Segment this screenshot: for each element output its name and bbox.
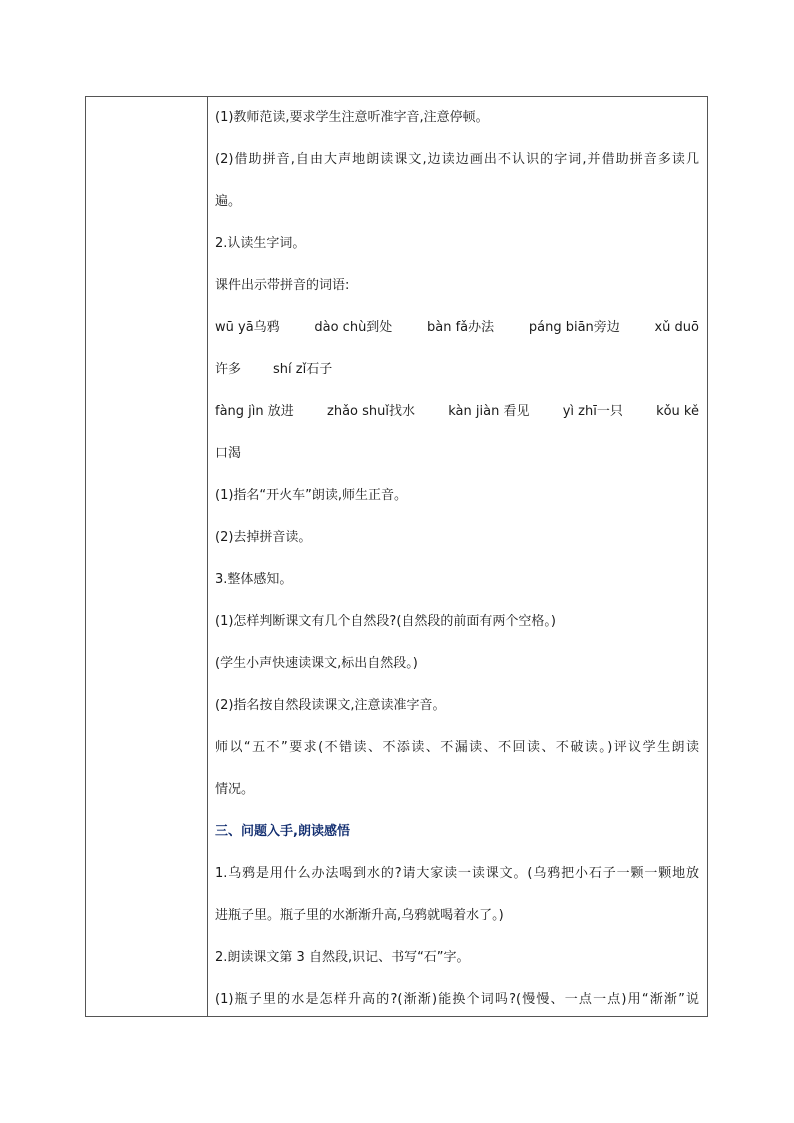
lesson-content-cell (215, 97, 699, 1016)
pinyin-row (215, 360, 699, 380)
pinyin-word: xǔ duō (654, 320, 699, 335)
text-line: 口渴 (215, 446, 242, 461)
text-line: 课件出示带拼音的词语: (215, 278, 350, 293)
section-heading: 三、问题入手,朗读感悟 (215, 824, 350, 839)
pinyin-word: yì zhī一只 (562, 404, 623, 419)
pinyin-row (215, 318, 699, 338)
text-line: 2.认读生字词。 (215, 236, 306, 251)
text-line: (2)指名按自然段读课文,注意读准字音。 (215, 698, 446, 713)
text-line: 进瓶子里。瓶子里的水渐渐升高,乌鸦就喝着水了。) (215, 908, 504, 923)
text-line: (2)去掉拼音读。 (215, 530, 312, 545)
text-line: (2)借助拼音,自由大声地朗读课文,边读边画出不认识的字词,并借助拼音多读几 (215, 152, 699, 167)
pinyin-word: 许多 (215, 362, 242, 377)
text-line: (1)指名“开火车”朗读,师生正音。 (215, 488, 408, 503)
pinyin-row (215, 402, 699, 422)
column-divider (207, 97, 208, 1016)
text-line: 1.乌鸦是用什么办法喝到水的?请大家读一读课文。(乌鸦把小石子一颗一颗地放 (215, 866, 699, 881)
pinyin-word: kàn jiàn 看见 (448, 404, 530, 419)
text-line: 2.朗读课文第 3 自然段,识记、书写“石”字。 (215, 950, 470, 965)
pinyin-word: wū yā乌鸦 (215, 320, 280, 335)
pinyin-word: fàng jìn 放进 (215, 404, 294, 419)
pinyin-word: dào chù到处 (314, 320, 393, 335)
pinyin-word: zhǎo shuǐ找水 (327, 404, 415, 419)
pinyin-word: bàn fǎ办法 (427, 320, 495, 335)
text-line: (1)怎样判断课文有几个自然段?(自然段的前面有两个空格。) (215, 614, 556, 629)
text-line: 3.整体感知。 (215, 572, 293, 587)
text-line: (1)教师范读,要求学生注意听准字音,注意停顿。 (215, 110, 489, 125)
pinyin-word: shí zǐ石子 (273, 362, 333, 377)
text-line: 情况。 (215, 782, 255, 797)
text-line: 遍。 (215, 194, 242, 209)
text-line: (学生小声快速读课文,标出自然段。) (215, 656, 418, 671)
text-line: 师以“五不”要求(不错读、不添读、不漏读、不回读、不破读。)评议学生朗读 (215, 740, 699, 755)
text-line: (1)瓶子里的水是怎样升高的?(渐渐)能换个词吗?(慢慢、一点一点)用“渐渐”说 (215, 992, 699, 1007)
lesson-table (85, 96, 708, 1017)
pinyin-word: kǒu kě (656, 404, 699, 419)
pinyin-word: páng biān旁边 (528, 320, 620, 335)
